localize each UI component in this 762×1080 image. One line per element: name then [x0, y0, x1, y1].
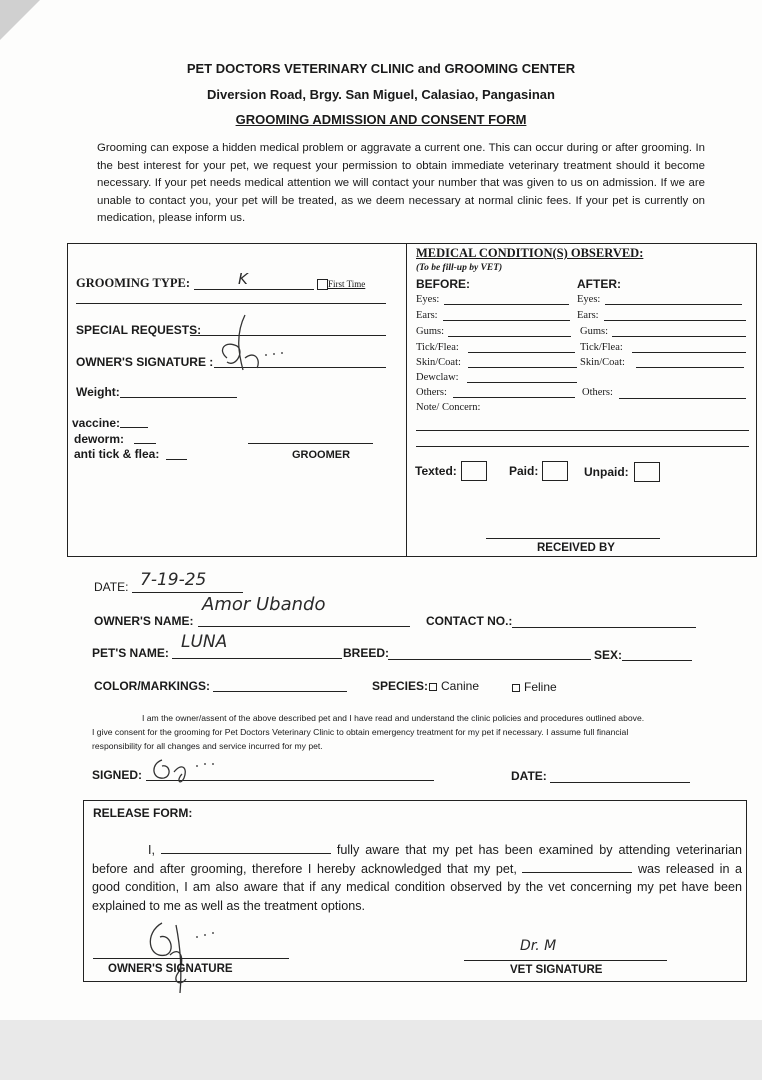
vet-signature-label: VET SIGNATURE [510, 964, 603, 976]
breed-line[interactable] [388, 659, 591, 660]
received-by-line[interactable] [486, 538, 660, 539]
consent-line-3: responsibility for all changes and service incurred for my pet. [92, 741, 323, 751]
after-label: AFTER: [577, 277, 621, 291]
consent-date-label: DATE: [511, 769, 547, 783]
before-gums: Gums: [416, 326, 445, 337]
vaccine-line[interactable] [120, 427, 148, 428]
deworm-label: deworm: [74, 432, 125, 446]
form-title: GROOMING ADMISSION AND CONSENT FORM [235, 112, 527, 127]
before-eyes: Eyes: [416, 294, 440, 305]
paid-label: Paid: [509, 464, 539, 478]
signed-label: SIGNED: [92, 768, 143, 782]
after-eyes-line[interactable] [605, 304, 742, 305]
vet-signature-value[interactable]: Dr. M [520, 938, 557, 954]
release-text-2: was released in a good condition, I am also aware that if any medical condition observed by the vet concerning my pet have been explained to me as well as the treatment options. [92, 861, 743, 913]
owner-name-label: OWNER'S NAME: [94, 614, 194, 628]
before-label: BEFORE: [416, 277, 470, 291]
before-tickflea: Tick/Flea: [416, 342, 459, 353]
weight-line[interactable] [120, 397, 237, 398]
after-eyes: Eyes: [577, 294, 601, 305]
release-text-1: fully aware that my pet has been examined by attending veterinarian before and after grooming, therefore I hereby acknowledged that my pet, [92, 843, 743, 876]
consent-date-line[interactable] [550, 782, 690, 783]
grooming-type-label: GROOMING TYPE: [76, 276, 191, 290]
canine-label: Canine [441, 679, 480, 693]
after-tickflea-line[interactable] [632, 352, 746, 353]
after-ears-line[interactable] [604, 320, 746, 321]
clinic-address: Diversion Road, Brgy. San Miguel, Calasiao, Pangasinan [207, 87, 555, 102]
sex-line[interactable] [622, 660, 692, 661]
before-ears: Ears: [416, 310, 438, 321]
before-tickflea-line[interactable] [468, 352, 575, 353]
release-paragraph [92, 841, 742, 915]
feline-label: Feline [524, 680, 557, 694]
owner-name-value[interactable]: Amor Ubando [202, 594, 326, 615]
first-time-checkbox[interactable] [317, 279, 328, 290]
release-owner-signature-label: OWNER'S SIGNATURE [108, 963, 233, 975]
release-pet-blank[interactable] [522, 860, 632, 873]
grooming-extra-line [76, 303, 386, 304]
color-label: COLOR/MARKINGS: [94, 679, 210, 693]
after-tickflea: Tick/Flea: [580, 342, 623, 353]
medical-title: MEDICAL CONDITION(S) OBSERVED: [416, 246, 644, 260]
anti-tick-label: anti tick & flea: [74, 447, 160, 461]
release-text-i: I, [148, 843, 155, 857]
contact-label: CONTACT NO.: [426, 614, 513, 628]
before-ears-line[interactable] [443, 320, 570, 321]
after-skincoat: Skin/Coat: [580, 357, 625, 368]
sex-label: SEX: [594, 648, 623, 662]
contact-line[interactable] [512, 627, 696, 628]
after-others: Others: [582, 387, 613, 398]
color-line[interactable] [213, 691, 347, 692]
owner-name-line[interactable] [198, 626, 410, 627]
note-concern-label: Note/ Concern: [416, 402, 481, 413]
pet-name-label: PET'S NAME: [92, 646, 169, 660]
date-line[interactable] [132, 592, 243, 593]
vet-signature-line[interactable] [464, 960, 667, 961]
texted-label: Texted: [415, 464, 457, 478]
weight-label: Weight: [76, 385, 120, 399]
after-skincoat-line[interactable] [636, 367, 744, 368]
unpaid-checkbox[interactable] [634, 462, 660, 482]
before-others: Others: [416, 387, 447, 398]
pet-name-line[interactable] [172, 658, 342, 659]
paid-checkbox[interactable] [542, 461, 568, 481]
after-ears: Ears: [577, 310, 599, 321]
after-gums-line[interactable] [612, 336, 746, 337]
panel-divider [406, 244, 407, 556]
consent-signature-scribble [148, 752, 228, 788]
breed-label: BREED: [343, 646, 390, 660]
release-title: RELEASE FORM: [93, 806, 193, 820]
before-dewclaw: Dewclaw: [416, 372, 459, 383]
note-line-1[interactable] [416, 430, 749, 431]
clinic-name: PET DOCTORS VETERINARY CLINIC and GROOMING CENTER [186, 61, 576, 76]
received-by-label: RECEIVED BY [537, 542, 615, 554]
date-label: DATE: [94, 580, 129, 594]
grooming-type-value[interactable]: K [238, 270, 248, 288]
release-owner-signature-line[interactable] [93, 958, 289, 959]
deworm-line[interactable] [134, 443, 156, 444]
consent-line-1: I am the owner/assent of the above described pet and I have read and understand the clinic policies and procedures outlined above. [142, 713, 645, 723]
before-eyes-line[interactable] [444, 304, 569, 305]
consent-line-2: I give consent for the grooming for Pet Doctors Veterinary Clinic to obtain emergency treatment for my pet if necessary. I assume full financial [92, 727, 629, 737]
anti-tick-line[interactable] [166, 459, 187, 460]
unpaid-label: Unpaid: [584, 465, 629, 479]
first-time-label: First Time [328, 279, 366, 289]
texted-checkbox[interactable] [461, 461, 487, 481]
feline-checkbox[interactable] [512, 684, 520, 692]
release-signature-scribble [140, 915, 230, 995]
special-requests-label: SPECIAL REQUESTS: [76, 323, 202, 337]
after-others-line[interactable] [619, 398, 746, 399]
date-value[interactable]: 7-19-25 [140, 570, 207, 590]
note-line-2[interactable] [416, 446, 749, 447]
before-dewclaw-line[interactable] [467, 382, 577, 383]
page-corner [0, 0, 40, 40]
before-skincoat: Skin/Coat: [416, 357, 461, 368]
grooming-type-line [194, 289, 314, 290]
medical-subtitle: (To be fill-up by VET) [416, 263, 503, 273]
canine-checkbox[interactable] [429, 683, 437, 691]
species-label: SPECIES: [372, 679, 429, 693]
pet-name-value[interactable]: LUNA [181, 632, 228, 652]
after-gums: Gums: [580, 326, 609, 337]
before-gums-line[interactable] [448, 336, 571, 337]
release-owner-blank[interactable] [161, 841, 331, 854]
before-skincoat-line[interactable] [468, 367, 577, 368]
vaccine-label: vaccine: [72, 416, 121, 430]
before-others-line[interactable] [453, 397, 575, 398]
intro-paragraph: Grooming can expose a hidden medical problem or aggravate a current one. This can occur during or after grooming. In the best interest for your pet, we request your permission to obtain immediate veterinary treatment should it become necessary. If your pet needs medical attention we will contact your number that was given to us on admission. If we are unable to contact you, your pet will be treated, as we deem necessary at normal clinic fees. If your pet is currently on medication, please inform us. [97, 142, 705, 225]
owner-signature-label: OWNER'S SIGNATURE : [76, 355, 214, 369]
groomer-line[interactable] [248, 443, 373, 444]
groomer-label: GROOMER [292, 449, 351, 461]
owner-signature-scribble [215, 310, 295, 380]
